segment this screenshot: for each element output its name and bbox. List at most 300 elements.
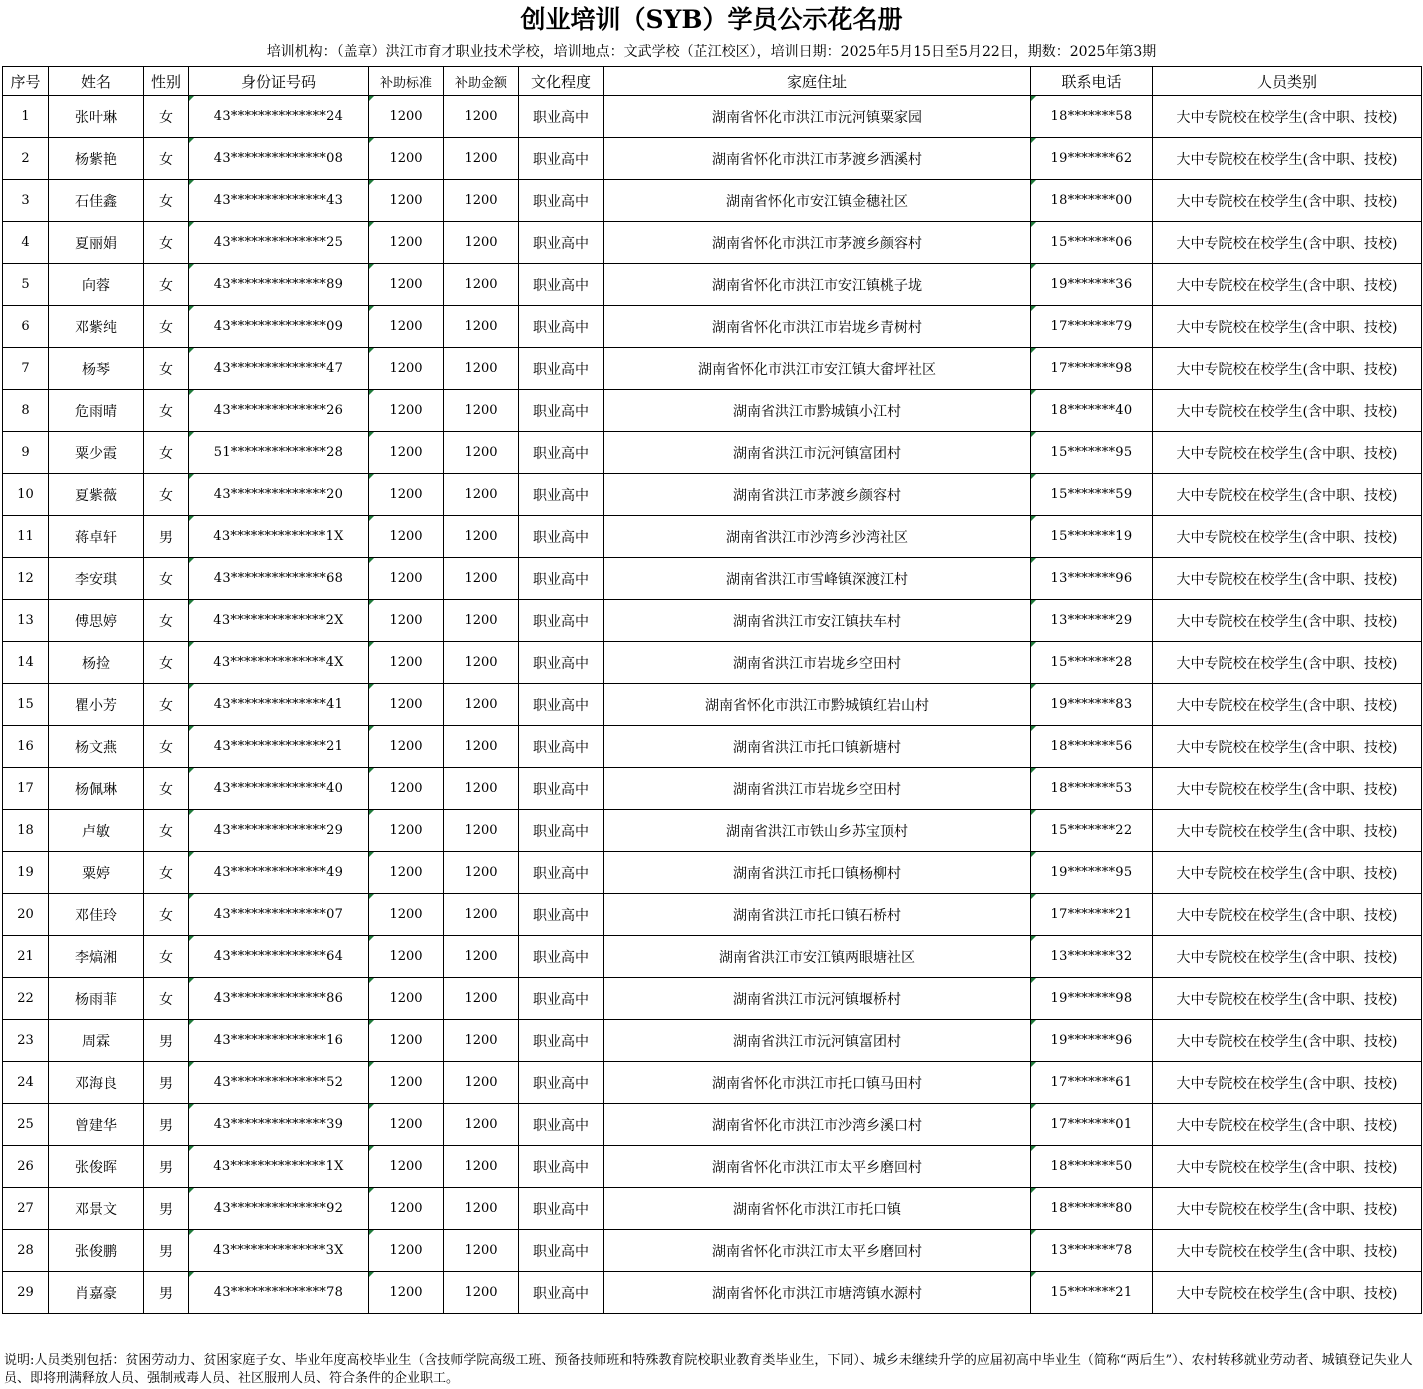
header-address: 家庭住址 xyxy=(604,67,1031,96)
cell-gender: 女 xyxy=(144,222,189,264)
cell-subsidy-amount: 1200 xyxy=(444,432,519,474)
cell-phone: 17*******21 xyxy=(1031,894,1153,936)
cell-education: 职业高中 xyxy=(519,642,604,684)
header-index: 序号 xyxy=(3,67,49,96)
cell-gender: 女 xyxy=(144,978,189,1020)
cell-index: 16 xyxy=(3,726,49,768)
cell-name: 周霖 xyxy=(49,1020,144,1062)
cell-address: 湖南省洪江市沅河镇富团村 xyxy=(604,1020,1031,1062)
cell-category: 大中专院校在校学生(含中职、技校) xyxy=(1153,1062,1422,1104)
cell-address: 湖南省怀化市洪江市茅渡乡洒溪村 xyxy=(604,138,1031,180)
cell-address: 湖南省怀化市安江镇金穗社区 xyxy=(604,180,1031,222)
cell-education: 职业高中 xyxy=(519,432,604,474)
cell-id-number: 43**************24 xyxy=(189,96,369,138)
cell-address: 湖南省怀化市洪江市安江镇大畲坪社区 xyxy=(604,348,1031,390)
cell-id-number: 43**************43 xyxy=(189,180,369,222)
table-row xyxy=(3,138,1422,180)
cell-subsidy-standard: 1200 xyxy=(369,726,444,768)
cell-name: 杨紫艳 xyxy=(49,138,144,180)
cell-address: 湖南省怀化市洪江市太平乡磨回村 xyxy=(604,1230,1031,1272)
cell-phone: 18*******00 xyxy=(1031,180,1153,222)
cell-subsidy-amount: 1200 xyxy=(444,852,519,894)
cell-category: 大中专院校在校学生(含中职、技校) xyxy=(1153,936,1422,978)
cell-address: 湖南省怀化市洪江市塘湾镇水源村 xyxy=(604,1272,1031,1314)
cell-education: 职业高中 xyxy=(519,516,604,558)
cell-phone: 17*******01 xyxy=(1031,1104,1153,1146)
cell-address: 湖南省洪江市安江镇扶车村 xyxy=(604,600,1031,642)
cell-gender: 女 xyxy=(144,264,189,306)
cell-subsidy-standard: 1200 xyxy=(369,978,444,1020)
cell-education: 职业高中 xyxy=(519,1188,604,1230)
cell-index: 7 xyxy=(3,348,49,390)
header-subsidy-amount: 补助金额 xyxy=(444,67,519,96)
cell-education: 职业高中 xyxy=(519,1062,604,1104)
cell-education: 职业高中 xyxy=(519,558,604,600)
cell-education: 职业高中 xyxy=(519,1230,604,1272)
cell-subsidy-standard: 1200 xyxy=(369,936,444,978)
cell-gender: 女 xyxy=(144,390,189,432)
cell-education: 职业高中 xyxy=(519,852,604,894)
cell-index: 23 xyxy=(3,1020,49,1062)
cell-category: 大中专院校在校学生(含中职、技校) xyxy=(1153,684,1422,726)
cell-id-number: 43**************3X xyxy=(189,1230,369,1272)
header-gender: 性别 xyxy=(144,67,189,96)
cell-name: 粟少霞 xyxy=(49,432,144,474)
cell-address: 湖南省洪江市黔城镇小江村 xyxy=(604,390,1031,432)
cell-subsidy-standard: 1200 xyxy=(369,348,444,390)
cell-phone: 18*******40 xyxy=(1031,390,1153,432)
cell-name: 肖嘉豪 xyxy=(49,1272,144,1314)
cell-name: 瞿小芳 xyxy=(49,684,144,726)
cell-address: 湖南省洪江市铁山乡苏宝顶村 xyxy=(604,810,1031,852)
cell-address: 湖南省洪江市沅河镇堰桥村 xyxy=(604,978,1031,1020)
cell-phone: 15*******22 xyxy=(1031,810,1153,852)
cell-subsidy-amount: 1200 xyxy=(444,1062,519,1104)
cell-name: 杨捡 xyxy=(49,642,144,684)
cell-index: 10 xyxy=(3,474,49,516)
cell-phone: 15*******95 xyxy=(1031,432,1153,474)
cell-subsidy-amount: 1200 xyxy=(444,1146,519,1188)
cell-subsidy-standard: 1200 xyxy=(369,894,444,936)
cell-category: 大中专院校在校学生(含中职、技校) xyxy=(1153,222,1422,264)
cell-education: 职业高中 xyxy=(519,138,604,180)
cell-gender: 女 xyxy=(144,138,189,180)
cell-id-number: 43**************07 xyxy=(189,894,369,936)
cell-category: 大中专院校在校学生(含中职、技校) xyxy=(1153,1188,1422,1230)
training-info: 培训机构：（盖章）洪江市育才职业技术学校，培训地点：文武学校（芷江校区），培训日期：2025年5月15日至5月22日，期数：2025年第3期 xyxy=(266,44,1157,60)
table-row xyxy=(3,768,1422,810)
table-row xyxy=(3,1230,1422,1272)
cell-education: 职业高中 xyxy=(519,936,604,978)
cell-subsidy-standard: 1200 xyxy=(369,1272,444,1314)
cell-subsidy-standard: 1200 xyxy=(369,810,444,852)
cell-name: 危雨晴 xyxy=(49,390,144,432)
cell-subsidy-standard: 1200 xyxy=(369,642,444,684)
cell-address: 湖南省怀化市洪江市黔城镇红岩山村 xyxy=(604,684,1031,726)
footnote: 说明:人员类别包括：贫困劳动力、贫困家庭子女、毕业年度高校毕业生（含技师学院高级工班、预备技师班和特殊教育院校职业教育类毕业生，下同）、城乡未继续升学的应届初高中毕业生（简称“两后生”）、农村转移就业劳动者、城镇登记失业人员、即将刑满释放人员、强制戒毒人员、社区服刑人员、符合条件的企业职工。 xyxy=(4,1353,1413,1386)
cell-gender: 女 xyxy=(144,810,189,852)
cell-gender: 男 xyxy=(144,1062,189,1104)
table-row xyxy=(3,96,1422,138)
cell-address: 湖南省洪江市岩垅乡空田村 xyxy=(604,642,1031,684)
table-row xyxy=(3,852,1422,894)
cell-education: 职业高中 xyxy=(519,978,604,1020)
cell-address: 湖南省怀化市洪江市沙湾乡溪口村 xyxy=(604,1104,1031,1146)
cell-category: 大中专院校在校学生(含中职、技校) xyxy=(1153,264,1422,306)
cell-name: 杨雨菲 xyxy=(49,978,144,1020)
cell-subsidy-standard: 1200 xyxy=(369,1146,444,1188)
cell-subsidy-standard: 1200 xyxy=(369,264,444,306)
header-subsidy-standard: 补助标准 xyxy=(369,67,444,96)
cell-subsidy-standard: 1200 xyxy=(369,306,444,348)
cell-category: 大中专院校在校学生(含中职、技校) xyxy=(1153,558,1422,600)
table-row xyxy=(3,894,1422,936)
cell-phone: 19*******96 xyxy=(1031,1020,1153,1062)
cell-subsidy-amount: 1200 xyxy=(444,936,519,978)
cell-address: 湖南省怀化市洪江市沅河镇粟家园 xyxy=(604,96,1031,138)
table-row xyxy=(3,600,1422,642)
cell-name: 邓海良 xyxy=(49,1062,144,1104)
table-row xyxy=(3,726,1422,768)
cell-education: 职业高中 xyxy=(519,222,604,264)
cell-gender: 女 xyxy=(144,96,189,138)
cell-address: 湖南省洪江市雪峰镇深渡江村 xyxy=(604,558,1031,600)
cell-id-number: 43**************1X xyxy=(189,516,369,558)
cell-address: 湖南省洪江市岩垅乡空田村 xyxy=(604,768,1031,810)
cell-subsidy-amount: 1200 xyxy=(444,1104,519,1146)
cell-index: 27 xyxy=(3,1188,49,1230)
table-row xyxy=(3,1146,1422,1188)
cell-category: 大中专院校在校学生(含中职、技校) xyxy=(1153,768,1422,810)
page-title: 创业培训（SYB）学员公示花名册 xyxy=(520,5,903,34)
cell-index: 3 xyxy=(3,180,49,222)
cell-id-number: 43**************29 xyxy=(189,810,369,852)
cell-subsidy-standard: 1200 xyxy=(369,558,444,600)
cell-phone: 17*******79 xyxy=(1031,306,1153,348)
cell-phone: 13*******29 xyxy=(1031,600,1153,642)
cell-name: 石佳鑫 xyxy=(49,180,144,222)
cell-address: 湖南省洪江市托口镇新塘村 xyxy=(604,726,1031,768)
cell-subsidy-amount: 1200 xyxy=(444,264,519,306)
cell-category: 大中专院校在校学生(含中职、技校) xyxy=(1153,1272,1422,1314)
cell-subsidy-standard: 1200 xyxy=(369,684,444,726)
cell-category: 大中专院校在校学生(含中职、技校) xyxy=(1153,852,1422,894)
cell-index: 18 xyxy=(3,810,49,852)
cell-category: 大中专院校在校学生(含中职、技校) xyxy=(1153,474,1422,516)
cell-subsidy-amount: 1200 xyxy=(444,96,519,138)
cell-category: 大中专院校在校学生(含中职、技校) xyxy=(1153,1020,1422,1062)
cell-subsidy-standard: 1200 xyxy=(369,222,444,264)
cell-name: 张俊晖 xyxy=(49,1146,144,1188)
cell-education: 职业高中 xyxy=(519,264,604,306)
cell-subsidy-standard: 1200 xyxy=(369,138,444,180)
cell-gender: 女 xyxy=(144,474,189,516)
cell-subsidy-amount: 1200 xyxy=(444,180,519,222)
cell-gender: 女 xyxy=(144,726,189,768)
cell-subsidy-amount: 1200 xyxy=(444,558,519,600)
cell-subsidy-amount: 1200 xyxy=(444,348,519,390)
cell-address: 湖南省洪江市安江镇两眼塘社区 xyxy=(604,936,1031,978)
cell-address: 湖南省怀化市洪江市托口镇马田村 xyxy=(604,1062,1031,1104)
cell-id-number: 43**************20 xyxy=(189,474,369,516)
cell-id-number: 43**************86 xyxy=(189,978,369,1020)
cell-phone: 13*******96 xyxy=(1031,558,1153,600)
cell-education: 职业高中 xyxy=(519,768,604,810)
table-row xyxy=(3,684,1422,726)
cell-subsidy-standard: 1200 xyxy=(369,1188,444,1230)
cell-id-number: 43**************92 xyxy=(189,1188,369,1230)
cell-name: 卢敏 xyxy=(49,810,144,852)
cell-subsidy-standard: 1200 xyxy=(369,768,444,810)
cell-category: 大中专院校在校学生(含中职、技校) xyxy=(1153,1104,1422,1146)
cell-category: 大中专院校在校学生(含中职、技校) xyxy=(1153,432,1422,474)
cell-address: 湖南省怀化市洪江市安江镇桃子垅 xyxy=(604,264,1031,306)
cell-gender: 男 xyxy=(144,1188,189,1230)
table-row xyxy=(3,1272,1422,1314)
cell-name: 邓紫纯 xyxy=(49,306,144,348)
cell-subsidy-amount: 1200 xyxy=(444,894,519,936)
cell-id-number: 43**************25 xyxy=(189,222,369,264)
cell-phone: 18*******50 xyxy=(1031,1146,1153,1188)
cell-gender: 女 xyxy=(144,600,189,642)
cell-gender: 男 xyxy=(144,1230,189,1272)
cell-index: 9 xyxy=(3,432,49,474)
cell-address: 湖南省洪江市沅河镇富团村 xyxy=(604,432,1031,474)
cell-gender: 女 xyxy=(144,642,189,684)
header-education: 文化程度 xyxy=(519,67,604,96)
cell-category: 大中专院校在校学生(含中职、技校) xyxy=(1153,306,1422,348)
cell-subsidy-amount: 1200 xyxy=(444,1020,519,1062)
cell-id-number: 43**************78 xyxy=(189,1272,369,1314)
cell-subsidy-standard: 1200 xyxy=(369,600,444,642)
cell-education: 职业高中 xyxy=(519,348,604,390)
cell-subsidy-standard: 1200 xyxy=(369,516,444,558)
cell-address: 湖南省怀化市洪江市托口镇 xyxy=(604,1188,1031,1230)
cell-index: 14 xyxy=(3,642,49,684)
cell-address: 湖南省洪江市托口镇杨柳村 xyxy=(604,852,1031,894)
cell-index: 28 xyxy=(3,1230,49,1272)
cell-education: 职业高中 xyxy=(519,474,604,516)
cell-name: 杨琴 xyxy=(49,348,144,390)
cell-subsidy-amount: 1200 xyxy=(444,684,519,726)
cell-index: 26 xyxy=(3,1146,49,1188)
cell-gender: 女 xyxy=(144,684,189,726)
cell-subsidy-standard: 1200 xyxy=(369,1104,444,1146)
cell-index: 13 xyxy=(3,600,49,642)
cell-subsidy-amount: 1200 xyxy=(444,1272,519,1314)
cell-id-number: 43**************68 xyxy=(189,558,369,600)
cell-name: 粟婷 xyxy=(49,852,144,894)
cell-subsidy-amount: 1200 xyxy=(444,306,519,348)
cell-id-number: 43**************52 xyxy=(189,1062,369,1104)
cell-phone: 17*******98 xyxy=(1031,348,1153,390)
cell-id-number: 51**************28 xyxy=(189,432,369,474)
table-row xyxy=(3,222,1422,264)
table-row xyxy=(3,978,1422,1020)
cell-id-number: 43**************1X xyxy=(189,1146,369,1188)
cell-education: 职业高中 xyxy=(519,1104,604,1146)
cell-name: 杨佩琳 xyxy=(49,768,144,810)
cell-index: 25 xyxy=(3,1104,49,1146)
cell-id-number: 43**************09 xyxy=(189,306,369,348)
cell-subsidy-standard: 1200 xyxy=(369,1020,444,1062)
cell-id-number: 43**************47 xyxy=(189,348,369,390)
cell-subsidy-amount: 1200 xyxy=(444,642,519,684)
cell-education: 职业高中 xyxy=(519,96,604,138)
cell-name: 杨文燕 xyxy=(49,726,144,768)
table-row xyxy=(3,642,1422,684)
cell-category: 大中专院校在校学生(含中职、技校) xyxy=(1153,1146,1422,1188)
cell-id-number: 43**************21 xyxy=(189,726,369,768)
cell-category: 大中专院校在校学生(含中职、技校) xyxy=(1153,348,1422,390)
cell-phone: 19*******62 xyxy=(1031,138,1153,180)
cell-address: 湖南省洪江市沙湾乡沙湾社区 xyxy=(604,516,1031,558)
cell-name: 李熇湘 xyxy=(49,936,144,978)
cell-education: 职业高中 xyxy=(519,180,604,222)
cell-education: 职业高中 xyxy=(519,684,604,726)
cell-education: 职业高中 xyxy=(519,894,604,936)
cell-phone: 19*******98 xyxy=(1031,978,1153,1020)
header-phone: 联系电话 xyxy=(1031,67,1153,96)
cell-subsidy-standard: 1200 xyxy=(369,1062,444,1104)
cell-phone: 19*******95 xyxy=(1031,852,1153,894)
cell-index: 11 xyxy=(3,516,49,558)
cell-subsidy-standard: 1200 xyxy=(369,474,444,516)
cell-phone: 15*******06 xyxy=(1031,222,1153,264)
cell-subsidy-amount: 1200 xyxy=(444,474,519,516)
cell-phone: 15*******28 xyxy=(1031,642,1153,684)
cell-name: 邓佳玲 xyxy=(49,894,144,936)
table-row xyxy=(3,180,1422,222)
cell-index: 17 xyxy=(3,768,49,810)
cell-phone: 18*******53 xyxy=(1031,768,1153,810)
cell-subsidy-amount: 1200 xyxy=(444,222,519,264)
header-id-number: 身份证号码 xyxy=(189,67,369,96)
cell-index: 24 xyxy=(3,1062,49,1104)
cell-id-number: 43**************2X xyxy=(189,600,369,642)
cell-subsidy-standard: 1200 xyxy=(369,390,444,432)
cell-education: 职业高中 xyxy=(519,600,604,642)
table-row xyxy=(3,264,1422,306)
cell-gender: 女 xyxy=(144,432,189,474)
cell-gender: 女 xyxy=(144,768,189,810)
cell-name: 夏紫薇 xyxy=(49,474,144,516)
cell-category: 大中专院校在校学生(含中职、技校) xyxy=(1153,894,1422,936)
cell-id-number: 43**************49 xyxy=(189,852,369,894)
cell-index: 5 xyxy=(3,264,49,306)
table-row xyxy=(3,432,1422,474)
cell-index: 2 xyxy=(3,138,49,180)
table-row xyxy=(3,1020,1422,1062)
cell-gender: 女 xyxy=(144,894,189,936)
cell-education: 职业高中 xyxy=(519,390,604,432)
cell-id-number: 43**************64 xyxy=(189,936,369,978)
header-row xyxy=(3,67,1422,96)
cell-phone: 18*******58 xyxy=(1031,96,1153,138)
cell-phone: 15*******59 xyxy=(1031,474,1153,516)
cell-id-number: 43**************41 xyxy=(189,684,369,726)
table-row xyxy=(3,1104,1422,1146)
cell-address: 湖南省洪江市茅渡乡颜容村 xyxy=(604,474,1031,516)
cell-index: 19 xyxy=(3,852,49,894)
cell-gender: 女 xyxy=(144,558,189,600)
table-row xyxy=(3,390,1422,432)
cell-gender: 男 xyxy=(144,1146,189,1188)
cell-subsidy-standard: 1200 xyxy=(369,1230,444,1272)
cell-education: 职业高中 xyxy=(519,726,604,768)
cell-subsidy-amount: 1200 xyxy=(444,516,519,558)
cell-education: 职业高中 xyxy=(519,1146,604,1188)
table-row xyxy=(3,348,1422,390)
cell-name: 曾建华 xyxy=(49,1104,144,1146)
cell-category: 大中专院校在校学生(含中职、技校) xyxy=(1153,390,1422,432)
cell-subsidy-standard: 1200 xyxy=(369,180,444,222)
table-row xyxy=(3,306,1422,348)
cell-name: 张俊鹏 xyxy=(49,1230,144,1272)
cell-name: 夏丽娟 xyxy=(49,222,144,264)
cell-phone: 15*******19 xyxy=(1031,516,1153,558)
cell-phone: 18*******80 xyxy=(1031,1188,1153,1230)
cell-index: 1 xyxy=(3,96,49,138)
cell-category: 大中专院校在校学生(含中职、技校) xyxy=(1153,726,1422,768)
cell-education: 职业高中 xyxy=(519,1272,604,1314)
cell-name: 向蓉 xyxy=(49,264,144,306)
cell-index: 12 xyxy=(3,558,49,600)
cell-subsidy-standard: 1200 xyxy=(369,852,444,894)
cell-gender: 男 xyxy=(144,1104,189,1146)
cell-phone: 13*******32 xyxy=(1031,936,1153,978)
cell-gender: 男 xyxy=(144,1020,189,1062)
cell-subsidy-standard: 1200 xyxy=(369,96,444,138)
cell-education: 职业高中 xyxy=(519,810,604,852)
cell-name: 邓景文 xyxy=(49,1188,144,1230)
cell-category: 大中专院校在校学生(含中职、技校) xyxy=(1153,978,1422,1020)
cell-name: 李安琪 xyxy=(49,558,144,600)
table-row xyxy=(3,558,1422,600)
cell-subsidy-amount: 1200 xyxy=(444,1188,519,1230)
cell-name: 傅思婷 xyxy=(49,600,144,642)
cell-gender: 女 xyxy=(144,852,189,894)
cell-subsidy-amount: 1200 xyxy=(444,810,519,852)
cell-gender: 女 xyxy=(144,348,189,390)
cell-education: 职业高中 xyxy=(519,1020,604,1062)
cell-subsidy-amount: 1200 xyxy=(444,978,519,1020)
cell-id-number: 43**************26 xyxy=(189,390,369,432)
cell-name: 张叶琳 xyxy=(49,96,144,138)
cell-id-number: 43**************4X xyxy=(189,642,369,684)
cell-phone: 19*******83 xyxy=(1031,684,1153,726)
cell-name: 蒋卓轩 xyxy=(49,516,144,558)
cell-category: 大中专院校在校学生(含中职、技校) xyxy=(1153,516,1422,558)
cell-index: 15 xyxy=(3,684,49,726)
cell-id-number: 43**************08 xyxy=(189,138,369,180)
cell-gender: 男 xyxy=(144,516,189,558)
cell-subsidy-amount: 1200 xyxy=(444,768,519,810)
cell-subsidy-amount: 1200 xyxy=(444,1230,519,1272)
cell-gender: 女 xyxy=(144,180,189,222)
cell-id-number: 43**************16 xyxy=(189,1020,369,1062)
cell-category: 大中专院校在校学生(含中职、技校) xyxy=(1153,180,1422,222)
cell-index: 8 xyxy=(3,390,49,432)
cell-gender: 男 xyxy=(144,1272,189,1314)
table-row xyxy=(3,1188,1422,1230)
cell-category: 大中专院校在校学生(含中职、技校) xyxy=(1153,96,1422,138)
cell-phone: 15*******21 xyxy=(1031,1272,1153,1314)
cell-subsidy-amount: 1200 xyxy=(444,138,519,180)
cell-phone: 19*******36 xyxy=(1031,264,1153,306)
cell-gender: 女 xyxy=(144,306,189,348)
cell-category: 大中专院校在校学生(含中职、技校) xyxy=(1153,810,1422,852)
